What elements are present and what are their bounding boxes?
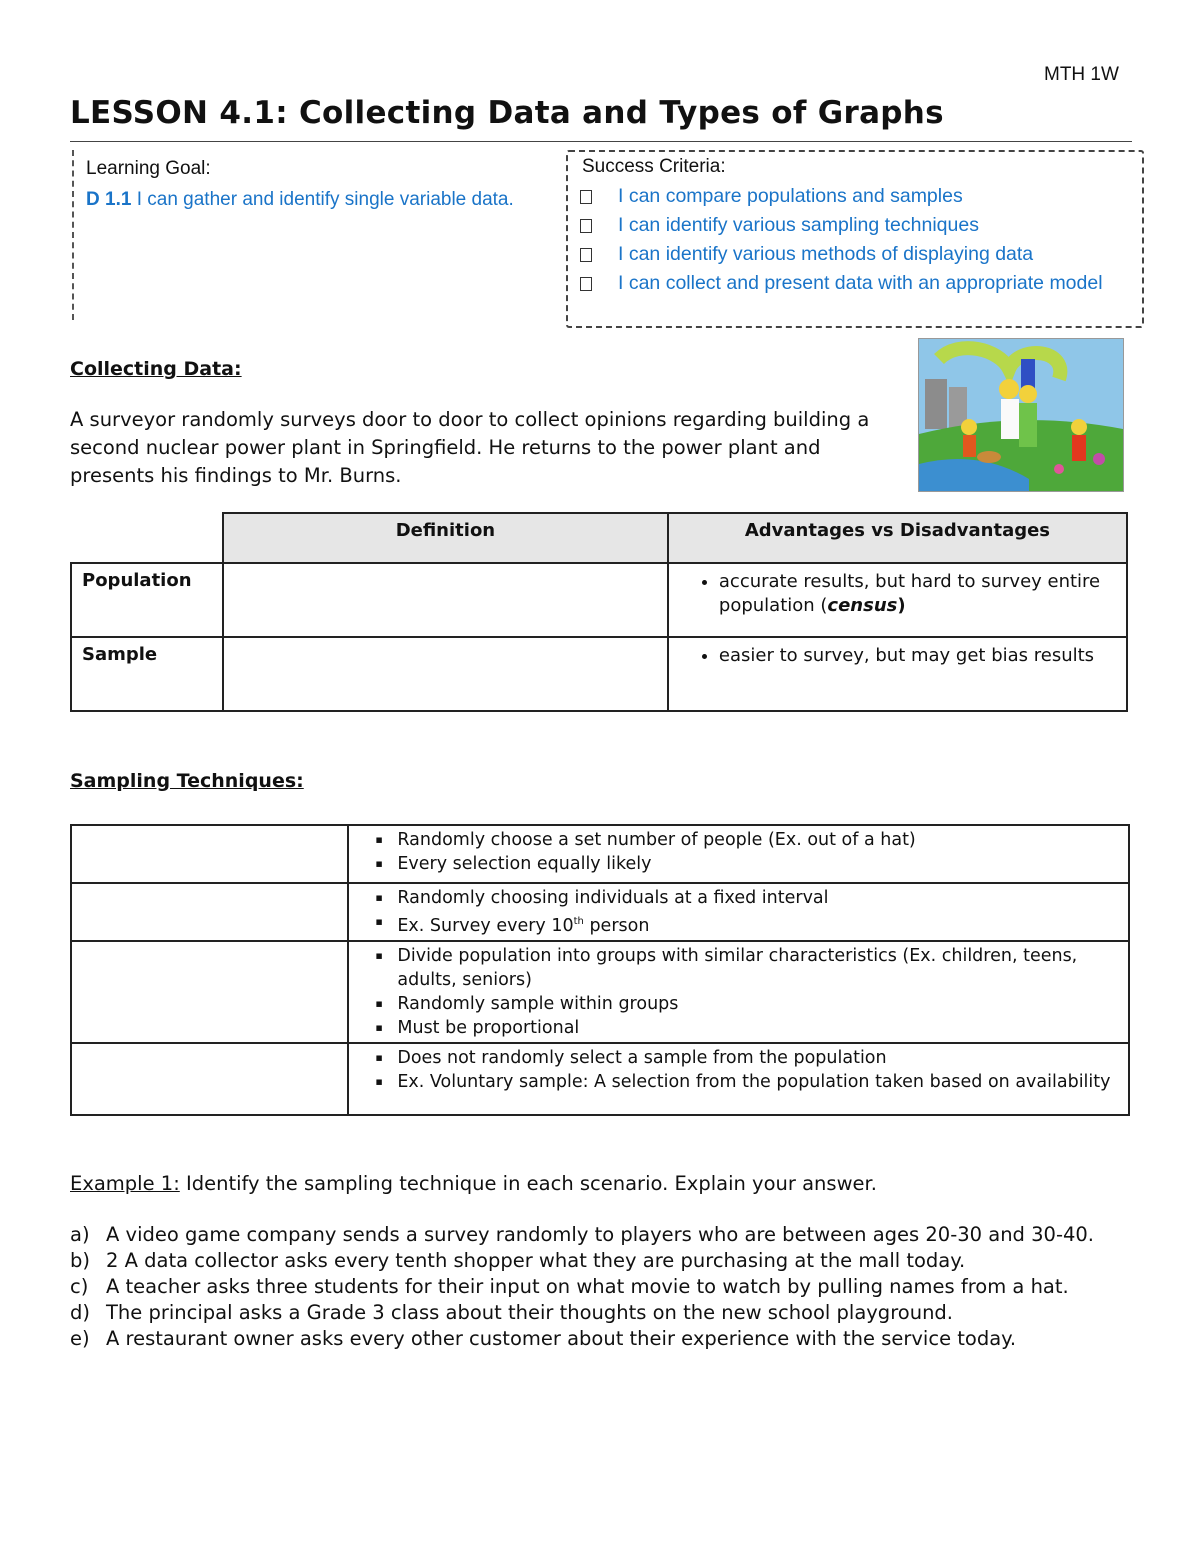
item-letter: e) [70,1327,90,1350]
item-letter: d) [70,1301,90,1324]
technique-description [348,1043,1129,1115]
learning-goal-code: D 1.1 [86,189,132,210]
checkbox-icon [580,219,592,233]
population-sample-table [70,512,1128,712]
population-label: Population [71,563,223,637]
item-letter: b) [70,1249,90,1272]
example-label: Example 1: [70,1172,180,1195]
criteria-text: I can identify various methods of displaying data [618,243,1034,265]
sample-advantages [668,637,1127,711]
list-item [70,1248,1140,1274]
empty-corner-cell [71,513,223,563]
list-item: ▪ Must be proportional [397,1016,1122,1040]
item-text: A teacher asks three students for their input on what movie to watch by pulling names from a hat. [106,1275,1069,1298]
learning-goal-statement: I can gather and identify single variable data. [131,189,514,210]
sample-label: Sample [71,637,223,711]
sampling-techniques-table [70,824,1130,1116]
list-item [70,1326,1140,1352]
list-item: ▪ Randomly choose a set number of people (Ex. out of a hat) [397,828,1122,852]
item-letter: a) [70,1223,90,1246]
list-item: ▪ Does not randomly select a sample from the population [397,1046,1122,1070]
criteria-text: I can collect and present data with an appropriate model [618,272,1103,294]
list-item: • easier to survey, but may get bias results [719,644,1116,668]
advantages-header: Advantages vs Disadvantages [668,513,1127,563]
checkbox-icon [580,248,592,262]
technique-description [348,941,1129,1043]
list-item [70,1300,1140,1326]
checkbox-icon [580,277,592,291]
technique-name-blank[interactable] [71,1043,348,1115]
sample-definition-blank[interactable] [223,637,668,711]
scenario-paragraph: A surveyor randomly surveys door to door to collect opinions regarding building a second nuclear power plant in Springfield. He returns to the power plant and presents his findings to Mr. Burns. [70,408,870,487]
example-prompt [70,1172,877,1195]
list-item [70,1222,1140,1248]
example-instruction: Identify the sampling technique in each scenario. Explain your answer. [179,1172,877,1195]
technique-description [348,825,1129,883]
population-definition-blank[interactable] [223,563,668,637]
learning-goal-text [86,185,536,214]
item-text: A restaurant owner asks every other customer about their experience with the service today. [106,1327,1017,1350]
criteria-item [578,242,1128,266]
list-item: ▪ Every selection equally likely [397,852,1122,876]
item-text: A video game company sends a survey randomly to players who are between ages 20-30 and 30-40. [106,1223,1094,1246]
collecting-data-heading: Collecting Data: [70,358,242,380]
list-item: ▪ Randomly sample within groups [397,992,1122,1016]
item-text: 2 A data collector asks every tenth shopper what they are purchasing at the mall today. [106,1249,966,1272]
technique-name-blank[interactable] [71,883,348,941]
criteria-text: I can compare populations and samples [618,185,963,207]
list-item [70,1274,1140,1300]
population-advantages [668,563,1127,637]
technique-name-blank[interactable] [71,825,348,883]
sampling-techniques-heading: Sampling Techniques: [70,770,304,792]
checkbox-icon [580,190,592,204]
technique-name-blank[interactable] [71,941,348,1043]
list-item: ▪ Divide population into groups with similar characteristics (Ex. children, teens, adults, seniors) [397,944,1122,992]
item-text: The principal asks a Grade 3 class about their thoughts on the new school playground. [106,1301,954,1324]
technique-description [348,883,1129,941]
list-item: ▪ Ex. Survey every 10th person [397,910,1122,938]
course-code: MTH 1W [1044,64,1119,85]
success-criteria-list [578,184,1128,300]
list-item: ▪ Ex. Voluntary sample: A selection from the population taken based on availability [397,1070,1122,1094]
criteria-item [578,271,1128,295]
item-letter: c) [70,1275,89,1298]
example-scenarios [70,1222,1140,1352]
list-item: • accurate results, but hard to survey entire population (census) [719,570,1116,618]
page-title: LESSON 4.1: Collecting Data and Types of Graphs [70,95,944,131]
title-divider [70,141,1132,142]
criteria-text: I can identify various sampling techniques [618,214,979,236]
criteria-item [578,213,1128,237]
criteria-item [578,184,1128,208]
success-criteria-label: Success Criteria: [582,156,726,177]
cartoon-illustration [918,338,1124,492]
definition-header: Definition [223,513,668,563]
list-item: ▪ Randomly choosing individuals at a fixed interval [397,886,1122,910]
learning-goal-label: Learning Goal: [86,158,211,179]
